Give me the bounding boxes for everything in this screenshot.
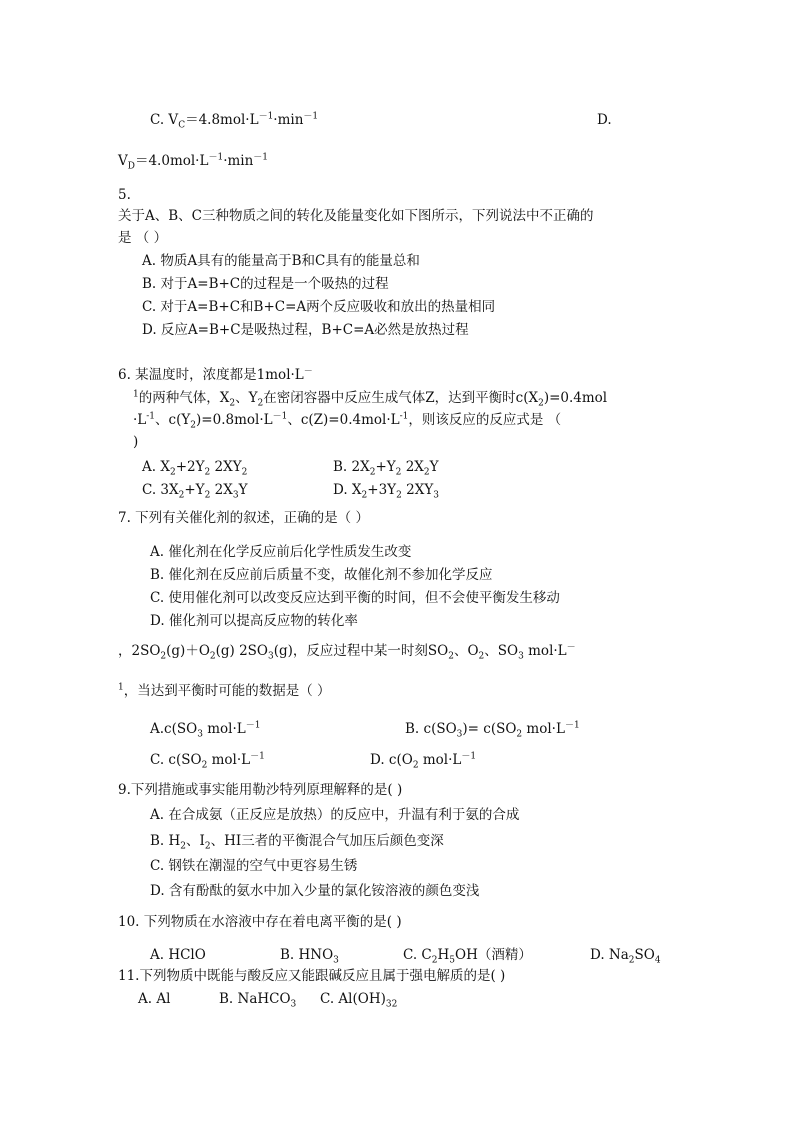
text: 、O [453,643,479,659]
q7-option-d: D. 催化剂可以提高反应物的转化率 [150,613,358,629]
text: B. 2X [333,459,370,475]
text: OH（酒精） [455,947,532,963]
sub: 2 [423,467,430,478]
text: D. Na [590,947,629,963]
sup: － [566,642,576,653]
sub: 3 [290,999,297,1010]
sub: 2 [516,729,523,740]
text: V [118,153,128,169]
q11-option-c [320,990,397,1008]
q10-stem: 10. 下列物质在水溶液中存在着电离平衡的是( ) [118,914,402,930]
sub: 2 [204,467,211,478]
sup: -1 [146,411,156,422]
sub: 3 [433,490,439,501]
text: +Y [184,482,205,498]
q8-stem-line2 [118,682,331,700]
q7-option-a: A. 催化剂在化学反应前后化学性质发生改变 [150,544,412,560]
q5-stem-line1: 关于A、B、C三种物质之间的转化及能量变化如下图所示，下列说法中不正确的 [118,208,594,224]
sub: 5 [449,955,456,966]
sub: 2 [209,651,216,662]
sub: D [127,161,135,172]
text: C. C [403,947,432,963]
q6-stem-line4: ) [133,434,139,450]
sup: －1 [461,751,477,762]
text: ·min [273,112,304,128]
text: )=0.8mol·L [196,412,273,428]
text: C. 3X [142,482,179,498]
sup: －1 [258,111,274,122]
text: D. c(O [370,752,413,768]
text: ＝4.8mol·L [185,112,259,128]
text: ，当达到平衡时可能的数据是（ ） [123,683,331,699]
text: D. [597,112,612,128]
text: 2X [401,459,424,475]
text: ，则该反应的反应式是 （ [408,412,562,428]
sub: 2 [178,490,185,501]
sub: 2 [204,490,211,501]
sup: －1 [272,411,288,422]
sup: －1 [250,751,265,762]
q11-option-a: A. Al [138,991,171,1007]
q4-option-c [150,111,318,129]
sub: 2 [431,955,438,966]
q9-stem: 9.下列措施或事实能用勒沙特列原理解释的是( ) [118,782,403,798]
sub: 2 [180,841,187,852]
sub: 3 [197,729,203,740]
text: ·L [133,412,147,428]
sub: 2 [201,760,208,771]
q8-option-c [150,751,265,769]
sub: 2 [369,467,376,478]
q8-option-b [405,720,580,738]
q6-option-c [142,481,248,499]
sub: 3 [268,651,274,662]
q6-stem-line3 [133,411,561,429]
text: SO [634,947,655,963]
sub: 2 [628,955,635,966]
text: ＝4.0mol·L [134,153,209,169]
text: 、HI三者的平衡混合气加压后颜色变深 [210,833,444,849]
sub: 2 [396,490,402,501]
text: ，2SO [118,643,161,659]
sup: －1 [303,111,319,122]
q9-option-d: D. 含有酚酞的氨水中加入少量的氯化铵溶液的颜色变浅 [150,883,480,899]
sup: －1 [245,720,261,731]
q6-stem-line1 [118,366,313,384]
q6-option-a [142,458,247,476]
text: (g)，反应过程中某一时刻SO [273,643,449,659]
sub: 3 [333,955,339,966]
sub: C [178,120,186,131]
text: )=0.4mol [543,390,608,406]
q11-stem: 11.下列物质中既能与酸反应又能跟碱反应且属于强电解质的是( ) [118,968,506,984]
q10-option-c [403,946,532,964]
sub: 3 [232,490,239,501]
text: 、Y [235,390,258,406]
text: C. Al(OH) [320,991,386,1007]
text: (g) 2SO [215,643,268,659]
sup: 1 [118,682,124,693]
text: A.c(SO [150,721,198,737]
text: 、c(Y [155,412,191,428]
sup: 1 [133,389,139,400]
sub: 2 [160,651,167,662]
sub: 2 [412,760,419,771]
sup: -1 [399,411,409,422]
q10-option-b [280,946,339,964]
text: +Y [375,459,396,475]
text: Y [429,459,439,475]
text: mol·L [418,752,462,768]
sub: 3 [456,729,463,740]
q5-option-d: D. 反应A=B+C是吸热过程，B+C=A必然是放热过程 [142,322,469,338]
text: B. H [150,833,181,849]
q5-number: 5. [118,187,131,203]
text: C. c(SO [150,752,202,768]
text: D. X [333,482,362,498]
q11-option-b [219,990,296,1008]
sub: 4 [654,955,661,966]
q9-option-b [150,832,444,850]
sub: 2 [204,841,211,852]
text: (g)＋O [166,643,210,659]
text: B. HNO [280,947,334,963]
sup: － [303,366,313,377]
text: )= c(SO [462,721,517,737]
text: mol·L [523,643,567,659]
q4-option-d [118,152,268,170]
text: 的两种气体，X [138,390,230,406]
sub: 2 [538,398,544,409]
text: B. NaHCO [219,991,291,1007]
text: 在密闭容器中反应生成气体Z，达到平衡时c(X [263,390,539,406]
q4-option-d-letter [597,111,612,129]
sub: 2 [257,398,264,409]
text: 、SO [484,643,519,659]
q4-option-c-text: C. V [150,112,179,128]
text: H [437,947,450,963]
q8-option-a [150,720,260,738]
sub: 2 [190,420,197,431]
q5-stem-line2: 是 （ ） [118,230,168,246]
q5-option-b: B. 对于A=B+C的过程是一个吸热的过程 [142,276,389,292]
sub: 2 [361,490,368,501]
text: 6. 某温度时，浓度都是1mol·L [118,367,304,383]
q8-option-d [370,751,476,769]
sub: 3 [518,651,524,662]
text: mol·L [202,721,246,737]
q6-option-d [333,481,439,499]
sub: 2 [241,467,248,478]
sup: －1 [253,152,269,163]
text: ·min [223,153,254,169]
sub: 2 [395,467,402,478]
q8-stem-line1 [118,642,576,660]
text: 2XY [210,459,242,475]
sup: －1 [208,152,224,163]
text: 、c(Z)=0.4mol·L [287,412,400,428]
q5-option-a: A. 物质A具有的能量高于B和C具有的能量总和 [142,253,420,269]
q10-option-d [590,946,661,964]
text: A. X [142,459,170,475]
q6-option-b [333,458,439,476]
text: +3Y [367,482,397,498]
text: 2X [210,482,233,498]
sub: 2 [448,651,454,662]
text: mol·L [522,721,565,737]
sub: 2 [229,398,236,409]
text: B. c(SO [405,721,457,737]
q7-stem: 7. 下列有关催化剂的叙述，正确的是（ ） [118,510,369,526]
q7-option-b: B. 催化剂在反应前后质量不变，故催化剂不参加化学反应 [150,567,493,583]
q9-option-c: C. 钢铁在潮湿的空气中更容易生锈 [150,858,358,874]
text: +2Y [175,459,205,475]
sub: 2 [169,467,176,478]
sup: －1 [564,720,580,731]
q9-option-a: A. 在合成氨（正反应是放热）的反应中，升温有利于氨的合成 [150,807,520,823]
sub: 2 [478,651,485,662]
text: 2XY [401,482,434,498]
q10-option-a: A. HClO [150,947,206,963]
q6-stem-line2 [133,389,607,407]
q7-option-c: C. 使用催化剂可以改变反应达到平衡的时间，但不会使平衡发生移动 [150,590,560,606]
text: mol·L [207,752,251,768]
text: Y [238,482,248,498]
text: 、I [186,833,205,849]
q5-option-c: C. 对于A=B+C和B+C=A两个反应吸收和放出的热量相同 [142,299,496,315]
sub: 32 [385,999,398,1010]
